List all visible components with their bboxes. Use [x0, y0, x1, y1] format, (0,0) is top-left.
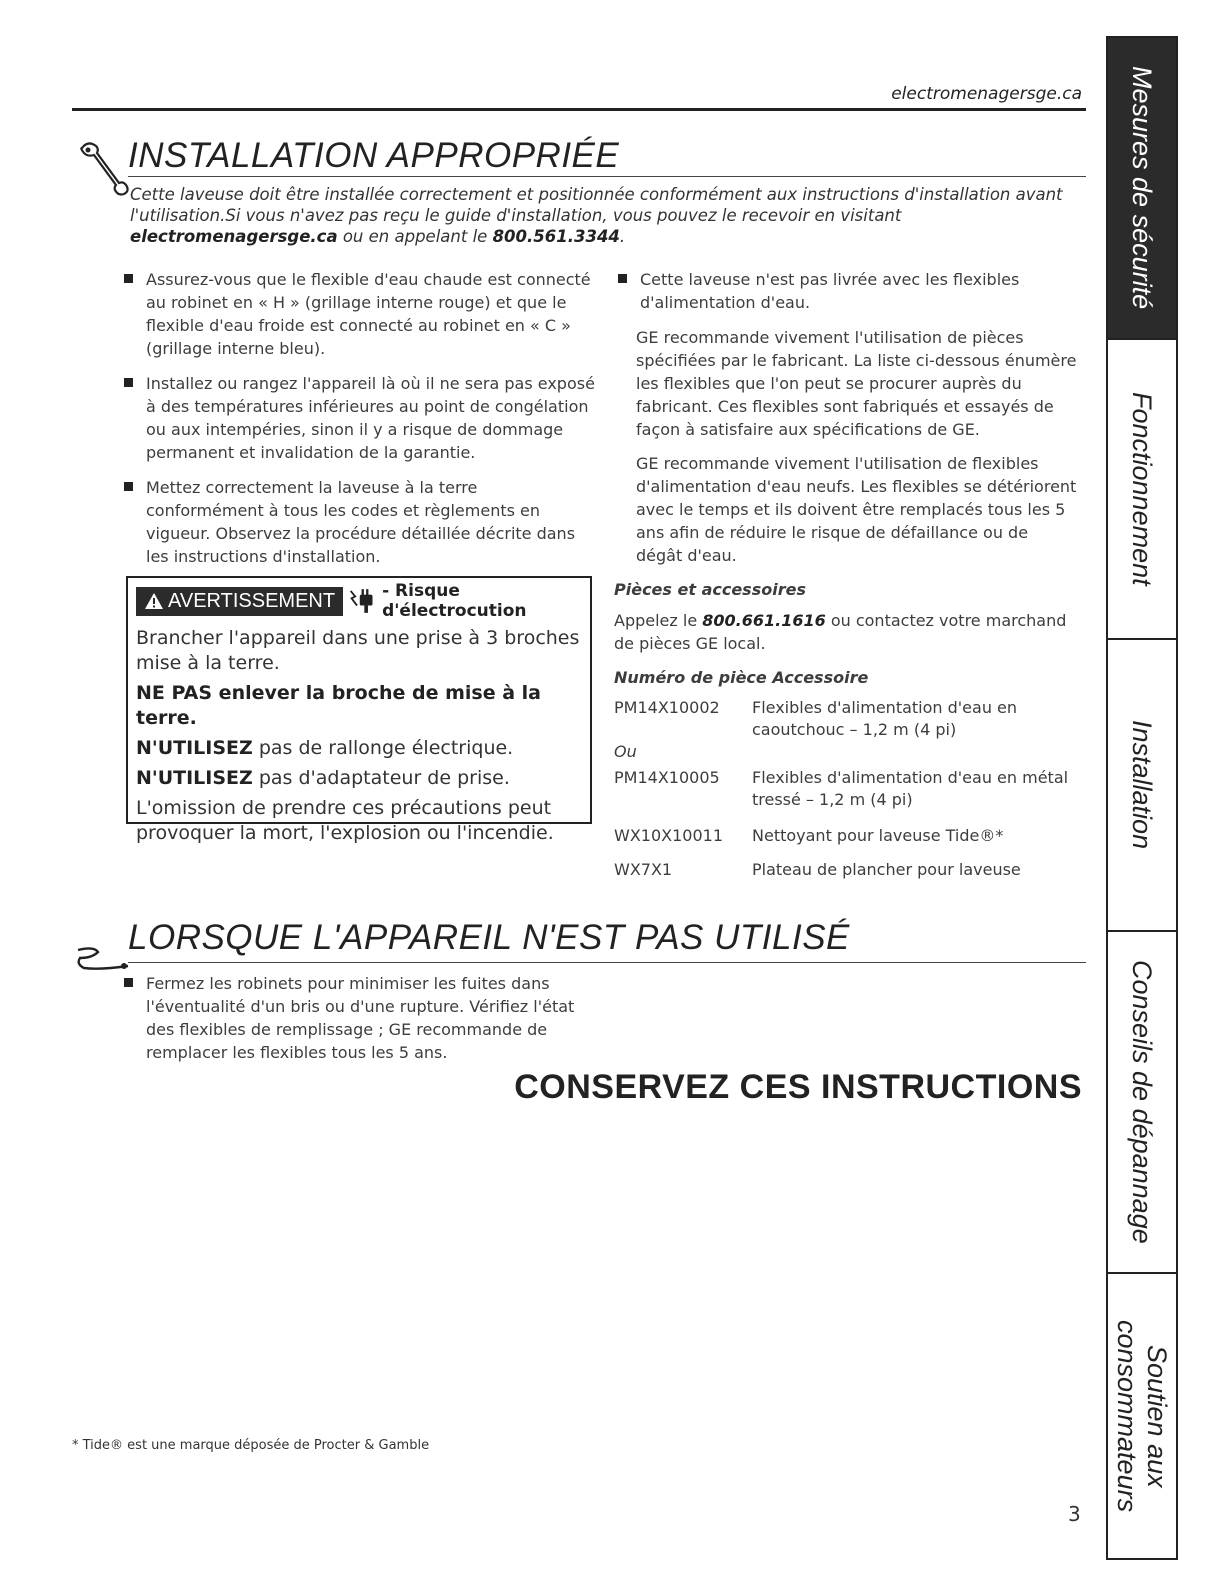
table-row — [614, 741, 1078, 767]
warning-risk-text: - Risque d'électrocution — [382, 581, 527, 621]
list-item: Installez ou rangez l'appareil là où il ne sera pas exposé à des températures inférieures au point de congélation ou aux intempéries, sinon il y a risque de dommage permanent et invalidation de la garantie. — [120, 372, 596, 464]
list-item: Assurez-vous que le flexible d'eau chaude est connecté au robinet en « H » (grillage interne rouge) et que le flexible d'eau froide est connecté au robinet en « C » (grillage interne bleu). — [120, 268, 596, 360]
intro-link[interactable]: electromenagersge.ca — [130, 227, 338, 246]
tab-label: Mesures de sécurité — [1127, 66, 1157, 310]
warning-header — [136, 581, 590, 621]
footnote: * Tide® est une marque déposée de Procter & Gamble — [72, 1438, 430, 1453]
list-item: Fermez les robinets pour minimiser les fuites dans l'éventualité d'un bris ou d'une rupture. Vérifiez l'état des flexibles de remplissage ; GE recommande de remplacer les flexibles tous les 5 ans. — [120, 972, 596, 1064]
header-rule — [72, 108, 1086, 111]
table-row — [614, 859, 1078, 881]
section-title-installation: INSTALLATION APPROPRIÉE — [128, 136, 620, 175]
warning-box — [126, 576, 592, 844]
warning-line-3-bold: N'UTILISEZ — [136, 737, 253, 759]
warning-line-3-rest: pas de rallonge électrique. — [252, 737, 514, 759]
left-bullet-list — [120, 268, 596, 580]
warning-triangle-icon — [144, 592, 164, 610]
warning-line-1: Brancher l'appareil dans une prise à 3 broches mise à la terre. — [136, 627, 580, 674]
table-row — [614, 825, 1078, 859]
table-row — [614, 767, 1078, 825]
warning-line-5: L'omission de prendre ces précautions peut provoquer la mort, l'explosion ou l'incendie. — [136, 797, 554, 844]
table-row — [614, 697, 1078, 741]
intro-text-2: ou en appelant le — [337, 227, 493, 246]
warning-line-4-rest: pas d'adaptateur de prise. — [252, 767, 510, 789]
or-label: Ou — [614, 742, 637, 761]
warning-line-3 — [136, 736, 584, 761]
part-number: PM14X10002 — [614, 698, 720, 717]
tab-label: Fonctionnement — [1127, 392, 1157, 586]
intro-phone: 800.561.3344 — [492, 227, 620, 246]
tab-label: Installation — [1127, 720, 1157, 850]
section-title-underline — [128, 176, 1086, 177]
parts-call-text — [614, 609, 1078, 655]
parts-heading: Pièces et accessoires — [614, 580, 806, 599]
part-number: WX7X1 — [614, 860, 673, 879]
intro-text: Cette laveuse doit être installée correctement et positionnée conformément aux instructions d'installation avant l'utilisation.Si vous n'avez pas reçu le guide d'installation, vous pouvez le recevoir en visitant — [130, 185, 1063, 225]
section-title-not-in-use: LORSQUE L'APPAREIL N'EST PAS UTILISÉ — [128, 918, 850, 957]
right-column — [614, 268, 1078, 881]
intro-paragraph — [130, 184, 1086, 247]
list-item: Cette laveuse n'est pas livrée avec les flexibles d'alimentation d'eau. — [614, 268, 1078, 314]
intro-end: . — [619, 227, 626, 246]
tab-installation[interactable] — [1106, 638, 1178, 932]
tab-label: Soutien aux consommateurs — [1112, 1319, 1172, 1513]
right-bullet-list — [614, 268, 1078, 314]
right-para-1: GE recommande vivement l'utilisation de pièces spécifiées par le fabricant. La liste ci-dessous énumère les flexibles que l'on peut se procurer auprès du fabricant. Ces flexibles sont fabriqués et essayés de façon à satisfaire aux spécifications de GE. — [636, 328, 1077, 439]
part-description: Flexibles d'alimentation d'eau en métal tressé – 1,2 m (4 pi) — [752, 768, 1069, 809]
warning-line-4-bold: N'UTILISEZ — [136, 767, 253, 789]
part-description: Flexibles d'alimentation d'eau en caoutchouc – 1,2 m (4 pi) — [752, 698, 1018, 739]
parts-table — [614, 697, 1078, 881]
site-url[interactable]: electromenagersge.ca — [891, 84, 1082, 104]
part-number: PM14X10005 — [614, 768, 720, 787]
tab-soutien-aux-consommateurs[interactable] — [1106, 1272, 1178, 1560]
hose-icon — [74, 944, 132, 974]
list-item: Mettez correctement la laveuse à la terre conformément à tous les codes et règlements en vigueur. Observez la procédure détaillée décrite dans les instructions d'installation. — [120, 476, 596, 568]
warning-line-2: NE PAS enlever la broche de mise à la terre. — [136, 682, 542, 729]
parts-phone: 800.661.1616 — [702, 611, 826, 630]
part-number: WX10X10011 — [614, 826, 723, 845]
tab-mesures-de-securite[interactable] — [1106, 36, 1178, 340]
warning-body — [136, 626, 584, 851]
section2-bullet-list — [120, 972, 596, 1076]
wrench-icon — [76, 140, 130, 196]
part-description: Plateau de plancher pour laveuse — [752, 860, 1021, 879]
save-instructions-heading: CONSERVEZ CES INSTRUCTIONS — [514, 1068, 1082, 1106]
parts-call-text-2: ou contactez votre marchand de pièces GE local. — [614, 611, 1067, 653]
parts-call-text-1: Appelez le — [614, 611, 703, 630]
right-para-2: GE recommande vivement l'utilisation de flexibles d'alimentation d'eau neufs. Les flexibles se détériorent avec le temps et ils doivent être remplacés tous les 5 ans afin de réduire le risque de défaillance ou de dégât d'eau. — [636, 454, 1077, 565]
warning-badge — [136, 587, 343, 616]
page-number: 3 — [1068, 1502, 1081, 1526]
part-description: Nettoyant pour laveuse Tide®* — [752, 826, 1004, 845]
tab-conseils-de-depannage[interactable] — [1106, 930, 1178, 1274]
tab-fonctionnement[interactable] — [1106, 338, 1178, 640]
warning-label: AVERTISSEMENT — [168, 589, 336, 612]
section2-underline — [128, 962, 1086, 963]
tab-label: Conseils de dépannage — [1127, 960, 1157, 1244]
electrical-plug-icon — [347, 586, 378, 616]
warning-line-4 — [136, 766, 584, 791]
parts-table-heading: Numéro de pièce Accessoire — [614, 668, 869, 687]
